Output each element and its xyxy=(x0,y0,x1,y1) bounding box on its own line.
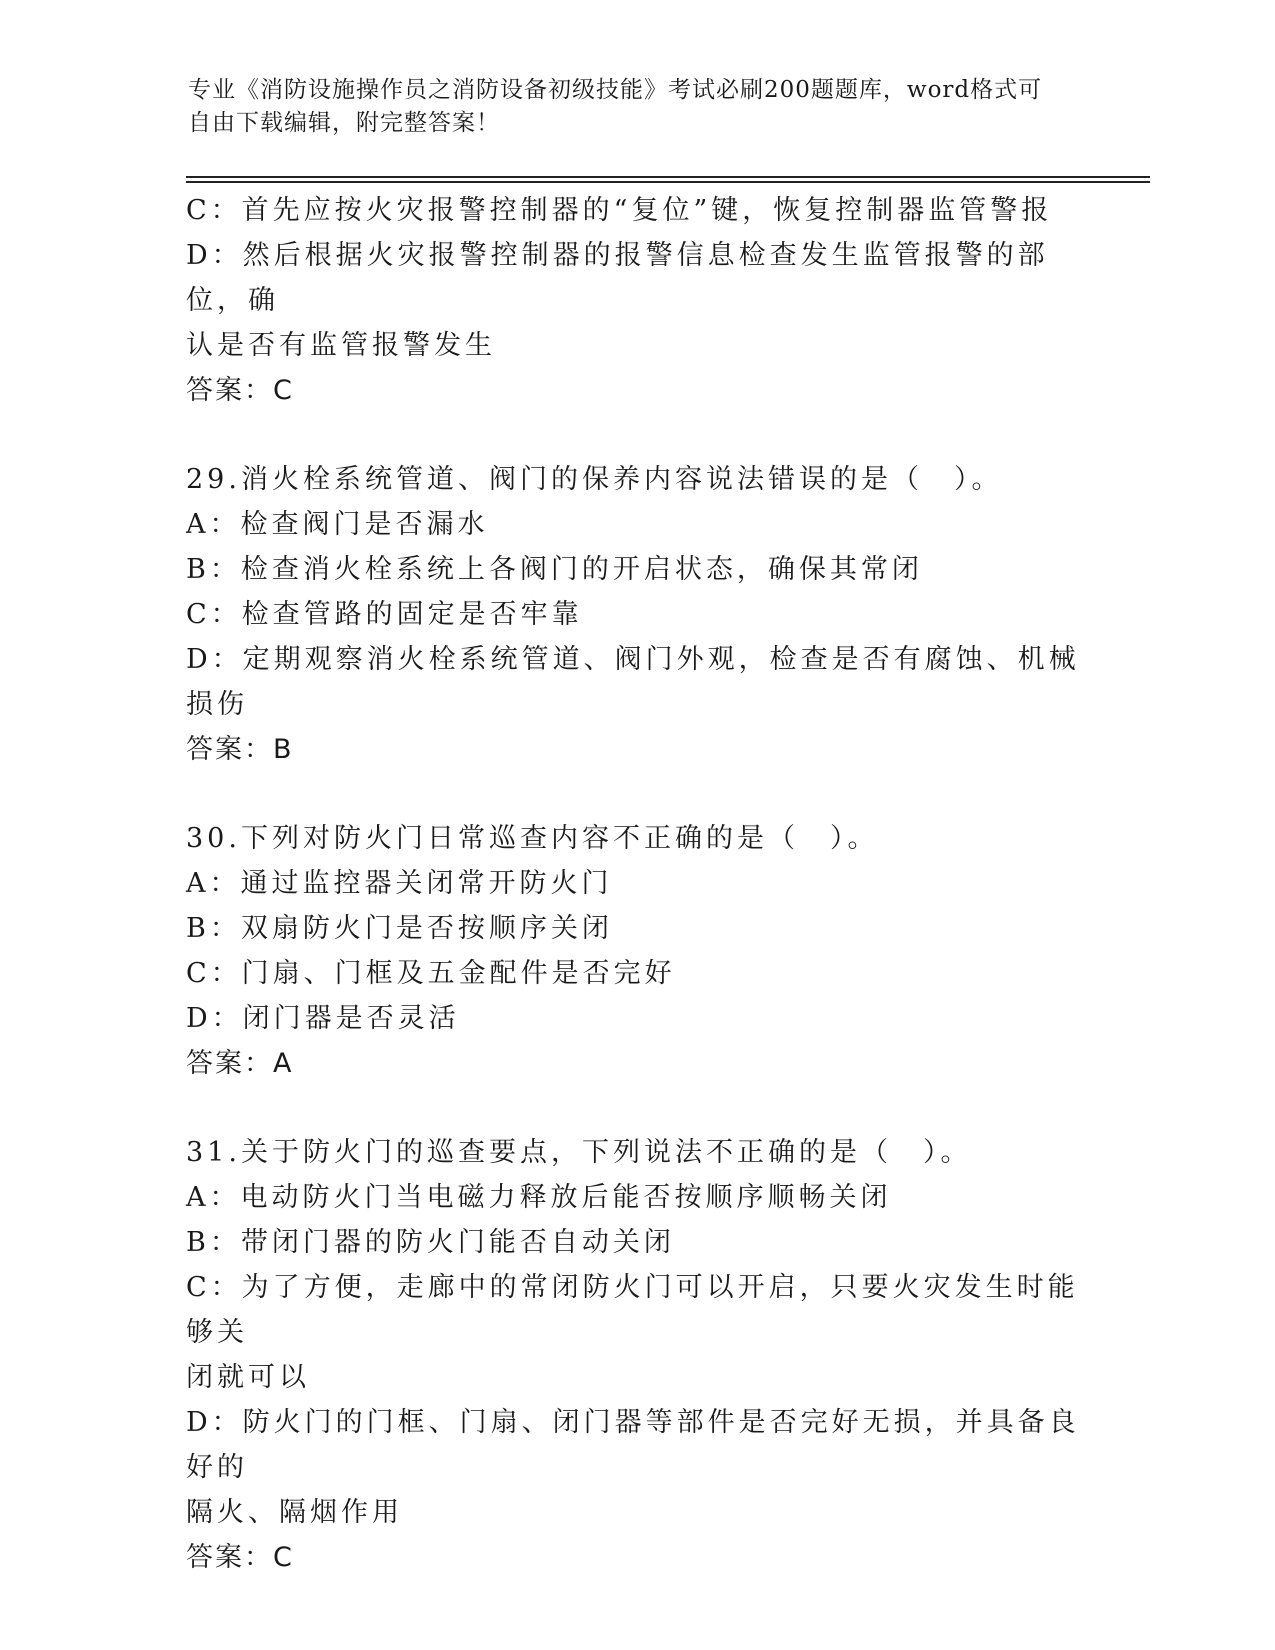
option-b: B：检查消火栓系统上各阀门的开启状态，确保其常闭 xyxy=(186,554,923,585)
previous-question-tail xyxy=(186,188,1086,413)
answer: 答案：A xyxy=(186,1048,294,1079)
header-rule-top xyxy=(186,176,1150,178)
option-d-continued: 认是否有监管报警发生 xyxy=(186,330,496,361)
question-stem: 31.关于防火门的巡查要点，下列说法不正确的是（ ）。 xyxy=(186,1137,972,1168)
option-a: A：通过监控器关闭常开防火门 xyxy=(186,868,613,899)
option-d: D：闭门器是否灵活 xyxy=(186,1003,460,1034)
option-a: A：电动防火门当电磁力释放后能否按顺序顺畅关闭 xyxy=(186,1182,892,1213)
question-list xyxy=(186,188,1086,1580)
option-c: C：为了方便，走廊中的常闭防火门可以开启，只要火灾发生时能够关 xyxy=(186,1272,1079,1348)
question-31 xyxy=(186,1130,1086,1580)
option-c: C：首先应按火灾报警控制器的“复位”键，恢复控制器监管警报 xyxy=(186,195,1053,226)
option-d: D：防火门的门框、门扇、闭门器等部件是否完好无损，并具备良好的 xyxy=(186,1407,1080,1483)
header-line-1: 专业《消防设施操作员之消防设备初级技能》考试必刷200题题库，word格式可 xyxy=(188,77,1043,103)
option-b: B：双扇防火门是否按顺序关闭 xyxy=(186,913,613,944)
option-c-continued: 闭就可以 xyxy=(186,1362,310,1393)
option-a: A：检查阀门是否漏水 xyxy=(186,509,489,540)
answer: 答案：C xyxy=(186,375,294,406)
option-d-continued: 隔火、隔烟作用 xyxy=(186,1497,403,1528)
option-c: C：检查管路的固定是否牢靠 xyxy=(186,599,583,630)
question-stem: 30.下列对防火门日常巡查内容不正确的是（ ）。 xyxy=(186,823,879,854)
document-header xyxy=(188,74,1068,140)
answer: 答案：B xyxy=(186,734,294,765)
option-c: C：门扇、门框及五金配件是否完好 xyxy=(186,958,676,989)
option-b: B：带闭门器的防火门能否自动关闭 xyxy=(186,1227,675,1258)
question-29 xyxy=(186,457,1086,772)
option-d: D：定期观察消火栓系统管道、阀门外观，检查是否有腐蚀、机械损伤 xyxy=(186,644,1080,720)
question-30 xyxy=(186,816,1086,1086)
header-line-2: 自由下载编辑，附完整答案！ xyxy=(188,110,500,136)
option-d: D：然后根据火灾报警控制器的报警信息检查发生监管报警的部位，确 xyxy=(186,240,1049,316)
answer: 答案：C xyxy=(186,1542,294,1573)
header-rule-bottom xyxy=(186,181,1150,183)
question-stem: 29.消火栓系统管道、阀门的保养内容说法错误的是（ ）。 xyxy=(186,464,1003,495)
